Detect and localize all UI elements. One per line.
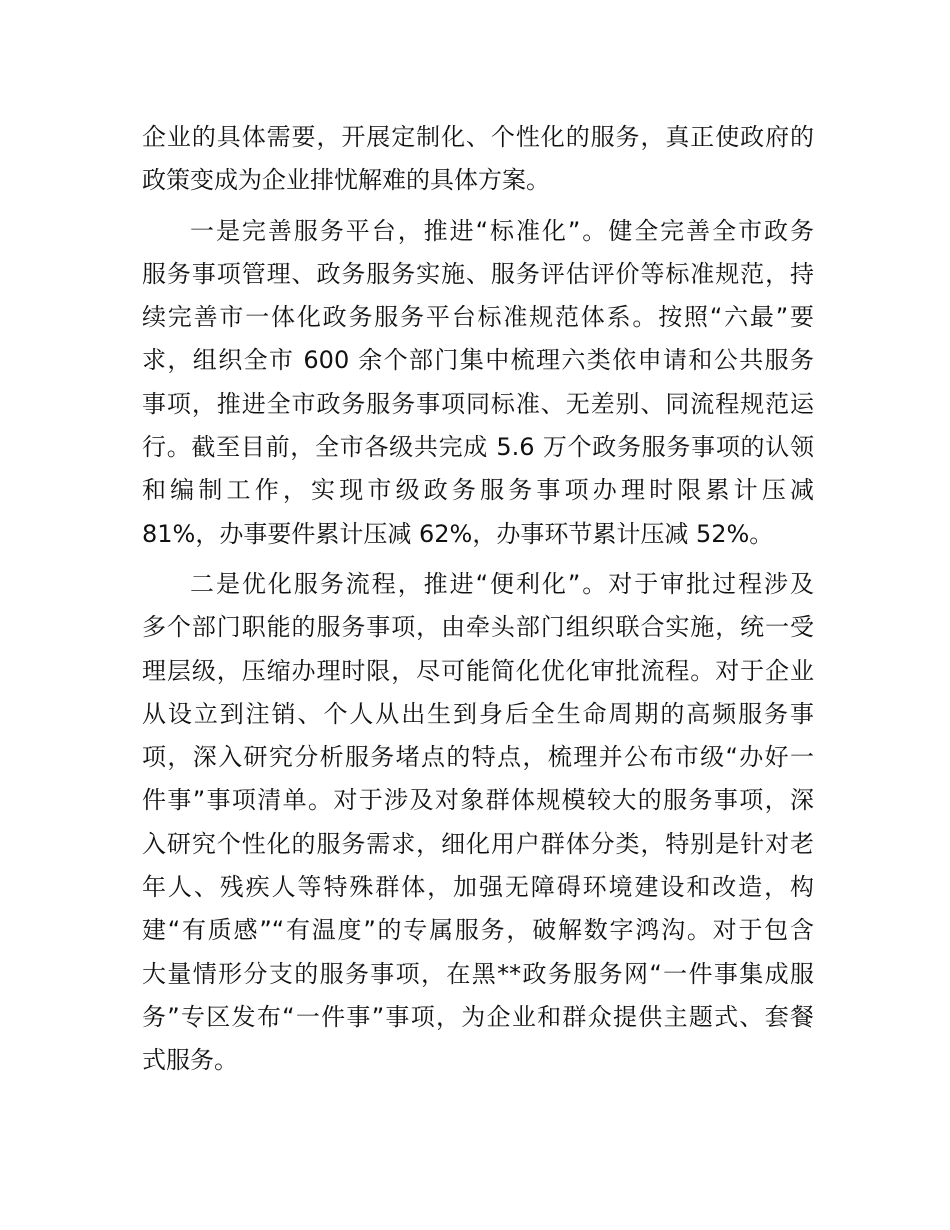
paragraph-intro xyxy=(142,116,814,203)
paragraph-convenience xyxy=(142,563,814,1083)
text-line: 件事”事项清单。对于涉及对象群体规模较大的服务事项，深 xyxy=(142,786,814,815)
text-line: 事项，推进全市政务服务事项同标准、无差别、同流程规范运 xyxy=(142,389,814,418)
text-line: 年人、残疾人等特殊群体，加强无障碍环境建设和改造，构 xyxy=(142,873,814,902)
text-line: 二是优化服务流程，推进“便利化”。对于审批过程涉及 xyxy=(190,569,814,598)
text-line: 多个部门职能的服务事项，由牵头部门组织联合实施，统一受 xyxy=(142,613,814,642)
text-line: 政策变成为企业排忧解难的具体方案。 xyxy=(142,166,550,195)
text-line: 式服务。 xyxy=(142,1046,238,1075)
paragraph-gap xyxy=(142,556,814,563)
text-line: 项，深入研究分析服务堵点的特点，梳理并公布市级“办好一 xyxy=(142,743,814,772)
text-line: 建“有质感”“有温度”的专属服务，破解数字鸿沟。对于包含 xyxy=(142,916,814,945)
text-line: 企业的具体需要，开展定制化、个性化的服务，真正使政府的 xyxy=(142,123,814,151)
text-line: 续完善市一体化政务服务平台标准规范体系。按照“六最”要 xyxy=(142,303,814,332)
paragraph-standardization xyxy=(142,210,814,556)
document-body xyxy=(142,116,814,1083)
text-line: 从设立到注销、个人从出生到身后全生命周期的高频服务事 xyxy=(142,699,814,728)
text-line: 和编制工作，实现市级政务服务事项办理时限累计压减 xyxy=(142,476,814,505)
paragraph-gap xyxy=(142,203,814,210)
text-line: 一是完善服务平台，推进“标准化”。健全完善全市政务 xyxy=(190,216,814,245)
text-line: 81%，办事要件累计压减 62%，办事环节累计压减 52%。 xyxy=(142,519,774,548)
text-line: 入研究个性化的服务需求，细化用户群体分类，特别是针对老 xyxy=(142,829,814,858)
text-line: 务”专区发布“一件事”事项，为企业和群众提供主题式、套餐 xyxy=(142,1002,814,1031)
text-line: 求，组织全市 600 余个部门集中梳理六类依申请和公共服务 xyxy=(142,346,814,375)
text-line: 理层级，压缩办理时限，尽可能简化优化审批流程。对于企业 xyxy=(142,656,814,685)
text-line: 服务事项管理、政务服务实施、服务评估评价等标准规范，持 xyxy=(142,259,814,288)
text-line: 大量情形分支的服务事项，在黑**政务服务网“一件事集成服 xyxy=(142,959,814,988)
text-line: 行。截至目前，全市各级共完成 5.6 万个政务服务事项的认领 xyxy=(142,433,814,462)
